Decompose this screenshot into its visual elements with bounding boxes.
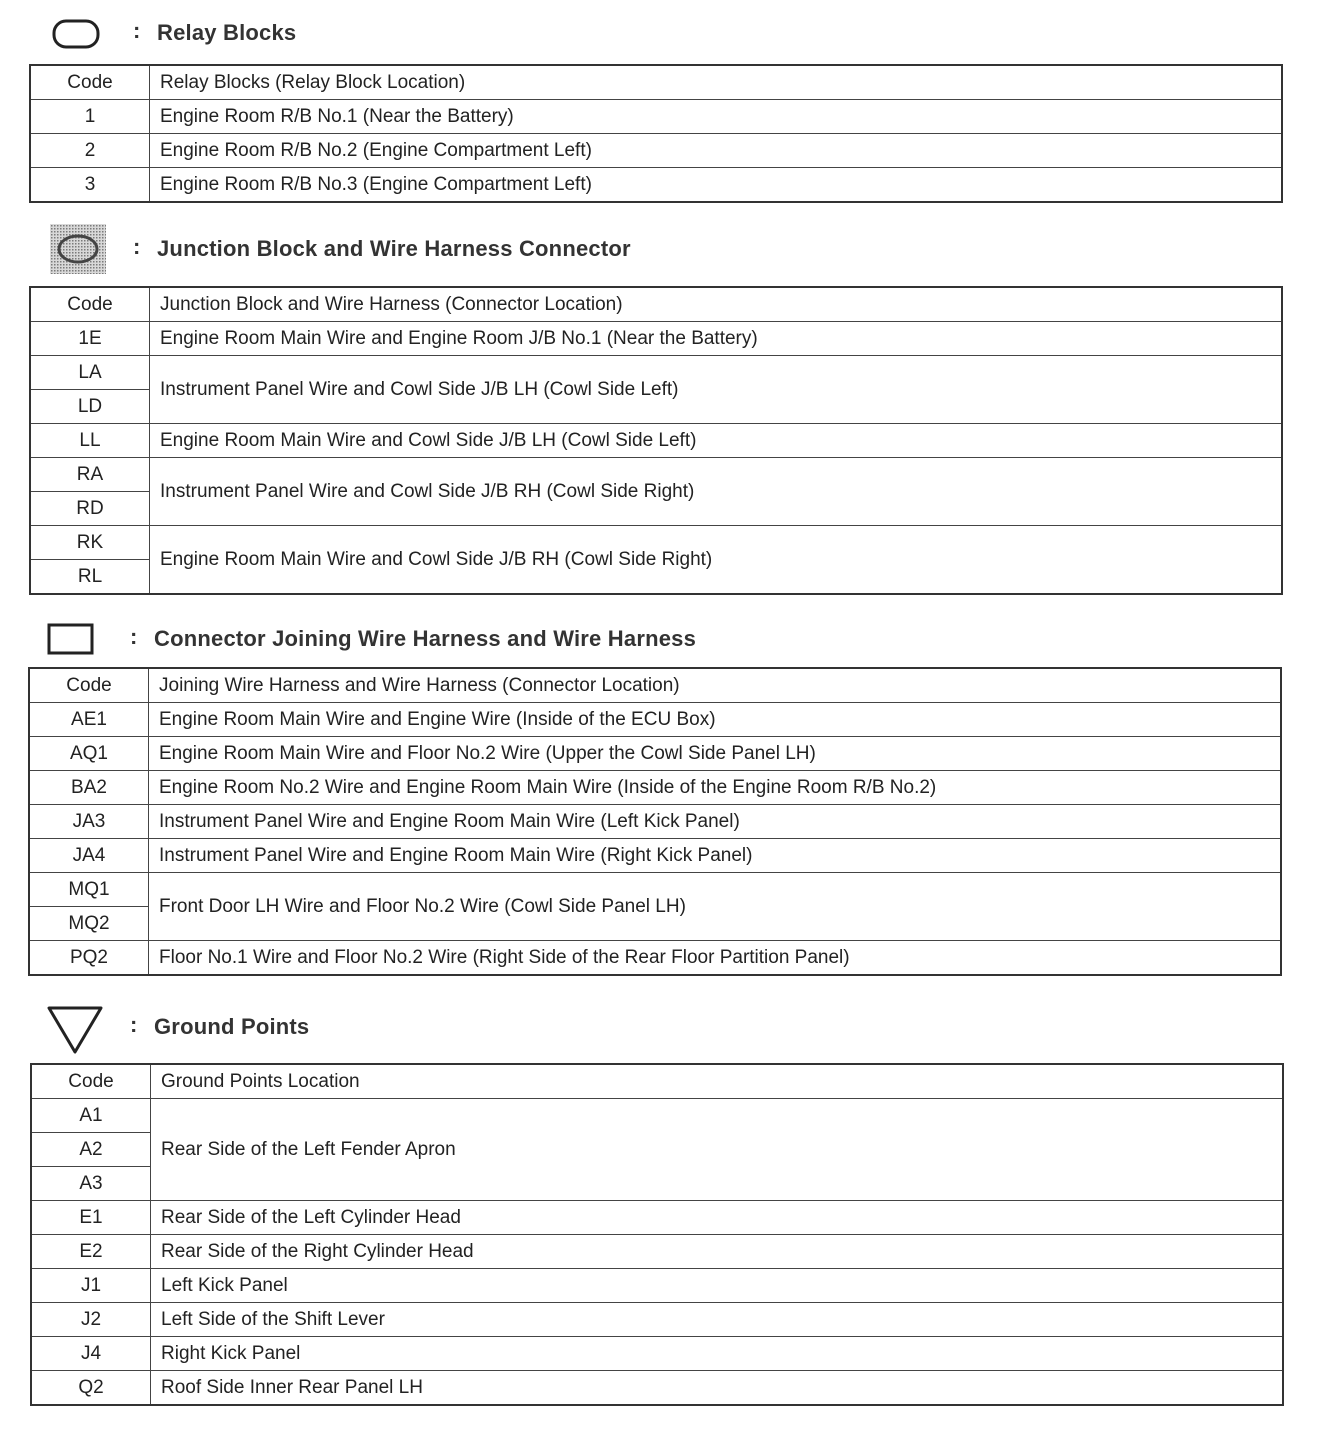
description-cell: Engine Room R/B No.1 (Near the Battery) [150, 100, 1283, 134]
header-code-cell: Code [30, 287, 150, 322]
table-header-row [30, 65, 1282, 100]
description-cell: Instrument Panel Wire and Engine Room Main Wire (Left Kick Panel) [149, 805, 1282, 839]
code-cell: E2 [31, 1235, 151, 1269]
table-row [30, 458, 1282, 492]
code-cell: JA4 [29, 839, 149, 873]
table-row [29, 737, 1281, 771]
header-description-cell: Relay Blocks (Relay Block Location) [150, 65, 1283, 100]
table-row [29, 873, 1281, 907]
section-title: Ground Points [154, 1014, 310, 1039]
code-cell: J1 [31, 1269, 151, 1303]
table-row [30, 134, 1282, 168]
header-code-cell: Code [30, 65, 150, 100]
code-cell: 1 [30, 100, 150, 134]
description-cell: Engine Room Main Wire and Cowl Side J/B RH (Cowl Side Right) [150, 526, 1283, 595]
code-cell: AQ1 [29, 737, 149, 771]
description-cell: Roof Side Inner Rear Panel LH [151, 1371, 1284, 1406]
table-row [29, 805, 1281, 839]
connector-joining-table [28, 667, 1282, 976]
description-cell: Rear Side of the Left Fender Apron [151, 1099, 1284, 1201]
description-cell: Right Kick Panel [151, 1337, 1284, 1371]
code-cell: J4 [31, 1337, 151, 1371]
code-cell: J2 [31, 1303, 151, 1337]
description-cell: Engine Room R/B No.3 (Engine Compartment Left) [150, 168, 1283, 203]
code-cell: A3 [31, 1167, 151, 1201]
description-cell: Rear Side of the Left Cylinder Head [151, 1201, 1284, 1235]
table-row [29, 941, 1281, 976]
table-row [31, 1201, 1283, 1235]
header-description-cell: Joining Wire Harness and Wire Harness (Connector Location) [149, 668, 1282, 703]
header-description-cell: Ground Points Location [151, 1064, 1284, 1099]
table-row [30, 100, 1282, 134]
code-cell: JA3 [29, 805, 149, 839]
description-cell: Front Door LH Wire and Floor No.2 Wire (Cowl Side Panel LH) [149, 873, 1282, 941]
table-row [30, 322, 1282, 356]
rectangle-icon [46, 620, 96, 658]
code-cell: LL [30, 424, 150, 458]
table-row [30, 526, 1282, 560]
section-heading-junction-block [0, 222, 1328, 274]
heading-colon: : [130, 624, 138, 649]
code-cell: PQ2 [29, 941, 149, 976]
description-cell: Instrument Panel Wire and Engine Room Main Wire (Right Kick Panel) [149, 839, 1282, 873]
table-row [29, 771, 1281, 805]
code-cell: RL [30, 560, 150, 595]
description-cell: Engine Room Main Wire and Engine Wire (Inside of the ECU Box) [149, 703, 1282, 737]
description-cell: Engine Room Main Wire and Cowl Side J/B LH (Cowl Side Left) [150, 424, 1283, 458]
table-row [31, 1303, 1283, 1337]
table-row [31, 1337, 1283, 1371]
section-heading-ground-points [0, 1000, 1328, 1052]
code-cell: AE1 [29, 703, 149, 737]
table-row [31, 1269, 1283, 1303]
table-row [31, 1371, 1283, 1406]
code-cell: 2 [30, 134, 150, 168]
description-cell: Engine Room Main Wire and Floor No.2 Wire (Upper the Cowl Side Panel LH) [149, 737, 1282, 771]
code-cell: Q2 [31, 1371, 151, 1406]
code-cell: A1 [31, 1099, 151, 1133]
heading-colon: : [130, 1012, 138, 1037]
code-cell: RK [30, 526, 150, 560]
description-cell: Engine Room Main Wire and Engine Room J/B No.1 (Near the Battery) [150, 322, 1283, 356]
shaded-oval-icon [48, 222, 108, 276]
header-description-cell: Junction Block and Wire Harness (Connector Location) [150, 287, 1283, 322]
relay-blocks-table [29, 64, 1283, 203]
code-cell: 3 [30, 168, 150, 203]
description-cell: Instrument Panel Wire and Cowl Side J/B LH (Cowl Side Left) [150, 356, 1283, 424]
table-header-row [29, 668, 1281, 703]
code-cell: LA [30, 356, 150, 390]
code-cell: RA [30, 458, 150, 492]
code-cell: A2 [31, 1133, 151, 1167]
code-cell: MQ1 [29, 873, 149, 907]
section-heading-relay-blocks [0, 6, 1328, 58]
description-cell: Engine Room R/B No.2 (Engine Compartment Left) [150, 134, 1283, 168]
code-cell: 1E [30, 322, 150, 356]
table-header-row [31, 1064, 1283, 1099]
description-cell: Rear Side of the Right Cylinder Head [151, 1235, 1284, 1269]
down-triangle-icon [44, 1002, 106, 1058]
section-title: Junction Block and Wire Harness Connector [157, 236, 631, 261]
table-row [31, 1099, 1283, 1133]
description-cell: Floor No.1 Wire and Floor No.2 Wire (Right Side of the Rear Floor Partition Panel) [149, 941, 1282, 976]
table-row [30, 424, 1282, 458]
table-row [29, 703, 1281, 737]
description-cell: Left Kick Panel [151, 1269, 1284, 1303]
description-cell: Left Side of the Shift Lever [151, 1303, 1284, 1337]
table-row [31, 1235, 1283, 1269]
code-cell: BA2 [29, 771, 149, 805]
description-cell: Engine Room No.2 Wire and Engine Room Main Wire (Inside of the Engine Room R/B No.2) [149, 771, 1282, 805]
code-cell: RD [30, 492, 150, 526]
code-cell: LD [30, 390, 150, 424]
table-row [29, 839, 1281, 873]
section-title: Relay Blocks [157, 20, 297, 45]
ground-points-table [30, 1063, 1284, 1406]
heading-colon: : [133, 234, 141, 259]
header-code-cell: Code [29, 668, 149, 703]
code-cell: MQ2 [29, 907, 149, 941]
header-code-cell: Code [31, 1064, 151, 1099]
junction-block-table [29, 286, 1283, 595]
rounded-rectangle-icon [50, 16, 102, 52]
heading-colon: : [133, 18, 141, 43]
description-cell: Instrument Panel Wire and Cowl Side J/B RH (Cowl Side Right) [150, 458, 1283, 526]
section-heading-connector-joining [0, 612, 1328, 664]
table-header-row [30, 287, 1282, 322]
table-row [30, 168, 1282, 203]
table-row [30, 356, 1282, 390]
section-title: Connector Joining Wire Harness and Wire Harness [154, 626, 697, 651]
code-cell: E1 [31, 1201, 151, 1235]
